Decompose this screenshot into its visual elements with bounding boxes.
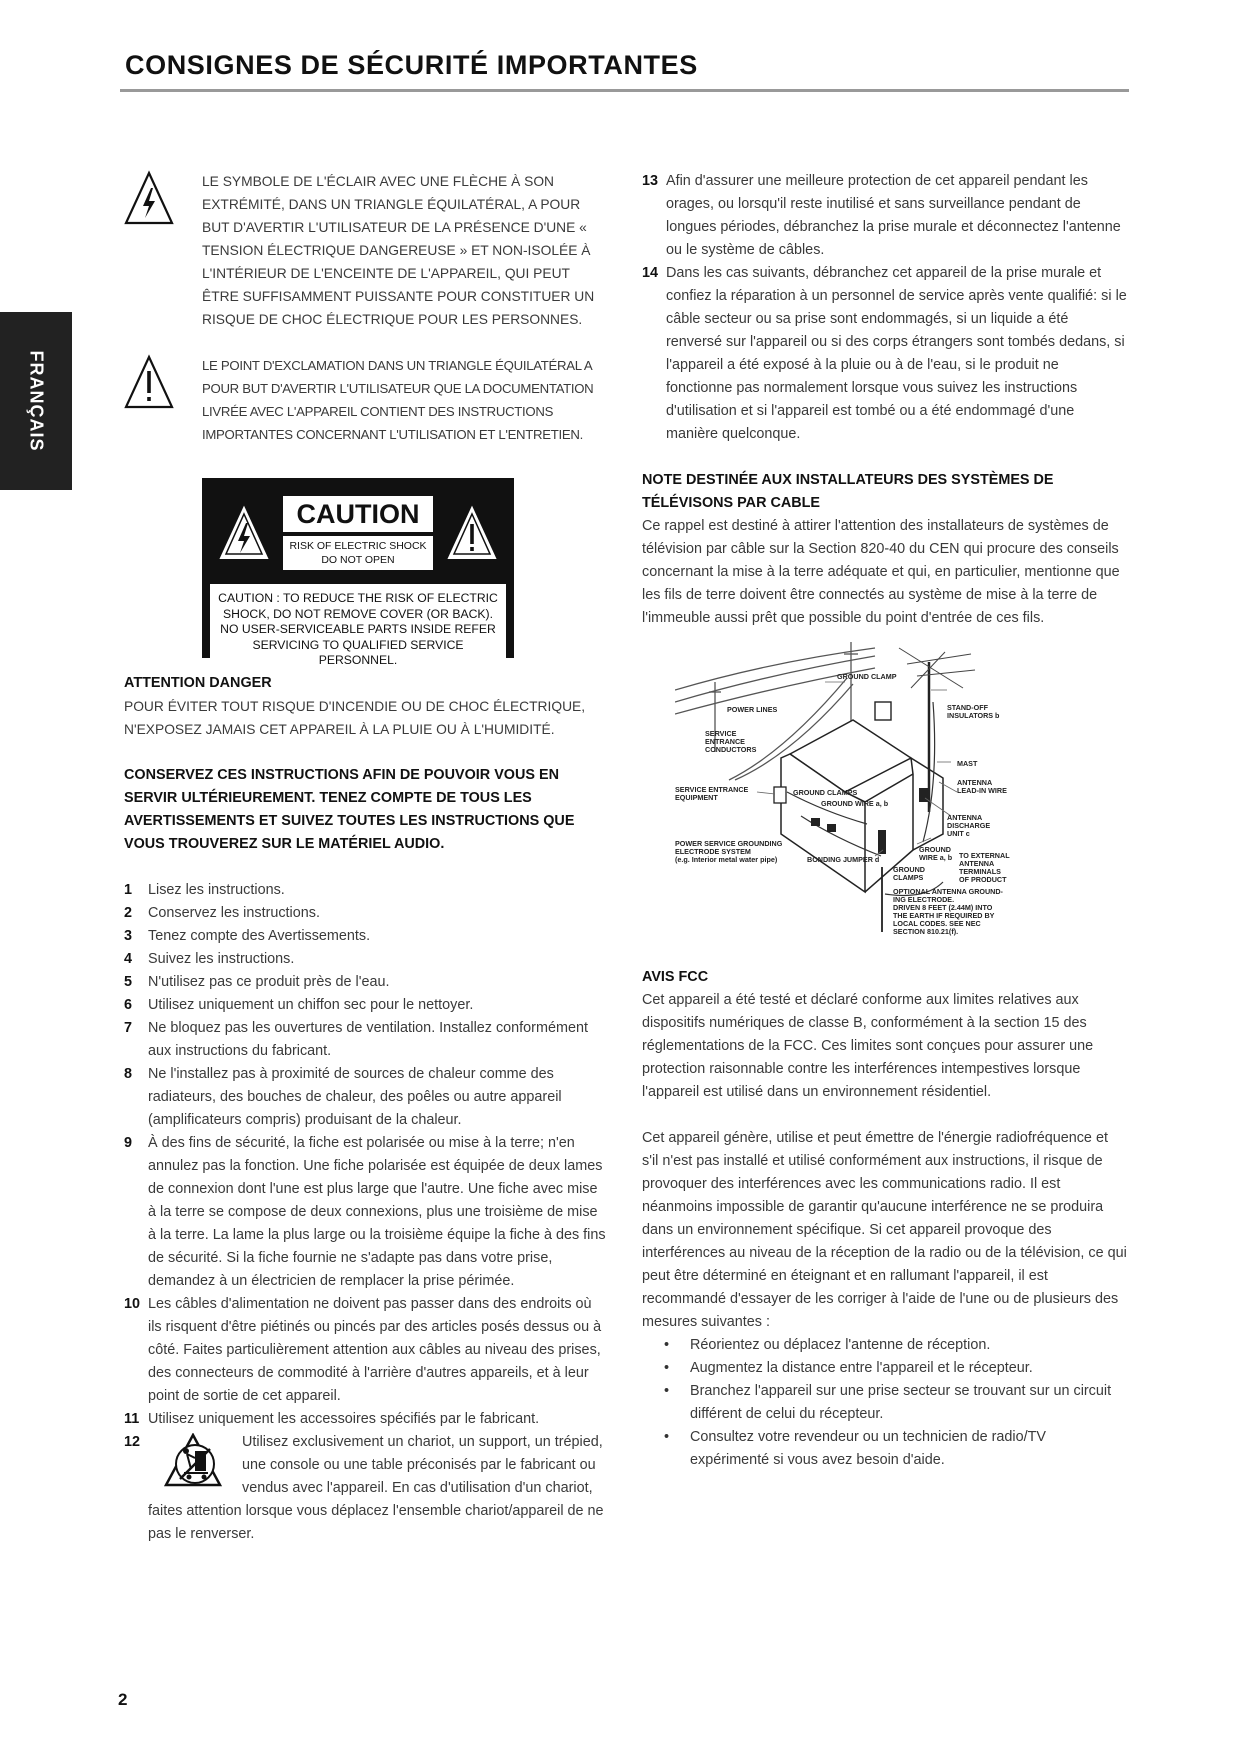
list-item: • Augmentez la distance entre l'appareil et le récepteur. — [658, 1357, 1127, 1380]
lightning-symbol-block — [124, 170, 609, 331]
cart-warning-icon — [164, 1433, 222, 1487]
instructions-list — [124, 879, 609, 1546]
list-item: • Réorientez ou déplacez l'antenne de réception. — [658, 1334, 1127, 1357]
svg-text:WIRE a, b: WIRE a, b — [919, 853, 953, 862]
left-column — [124, 170, 609, 1546]
exclamation-symbol-block — [124, 354, 609, 446]
svg-text:GROUND CLAMPS: GROUND CLAMPS — [793, 788, 858, 797]
list-item: 14 Dans les cas suivants, débranchez cet appareil de la prise murale et confiez la réparation à un personnel de service après vente qualifié: si le câble secteur ou sa prise sont endommagés, si un liquide a été renversé sur l'appareil ou si des corps étrangers sont tombés dedans, si l'appareil a été exposé à la pluie ou à de l'eau, si le produit ne fonctionne pas normalement lorsque vous suivez les instructions d'utilisation et si l'appareil est tombé ou a été endommagé d'une manière quelconque. — [642, 265, 1127, 442]
instructions-list-continued — [642, 170, 1127, 446]
list-item: 7 Ne bloquez pas les ouvertures de ventilation. Installez conformément aux instructions du fabricant. — [124, 1020, 588, 1059]
svg-text:SERVICE: SERVICE — [705, 729, 737, 738]
svg-text:ANTENNA: ANTENNA — [957, 778, 993, 787]
list-item: 11 Utilisez uniquement les accessoires spécifiés par le fabricant. — [124, 1411, 540, 1427]
fcc-measures-list — [642, 1334, 1127, 1472]
caution-lightning-icon — [218, 505, 270, 561]
svg-text:UNIT c: UNIT c — [947, 829, 970, 838]
svg-text:ING ELECTRODE.: ING ELECTRODE. — [893, 895, 955, 904]
keep-instructions-notice: CONSERVEZ CES INSTRUCTIONS AFIN DE POUVOIR VOUS EN SERVIR ULTÉRIEUREMENT. TENEZ COMPTE DE TOUS LES AVERTISSEMENTS ET SUIVEZ TOUTES LES INSTRUCTIONS QUE VOUS TROUVEREZ SUR LE MATÉRIEL AUDIO. — [124, 767, 575, 852]
exclamation-warning-icon — [124, 354, 174, 410]
catv-note-heading: NOTE DESTINÉE AUX INSTALLATEURS DES SYSTÈMES DE TÉLÉVISONS PAR CABLE — [642, 472, 1054, 511]
lightning-symbol-text: LE SYMBOLE DE L'ÉCLAIR AVEC UNE FLÈCHE À SON EXTRÉMITÉ, DANS UN TRIANGLE ÉQUILATÉRAL, A POUR BUT D'AVERTIR L'UTILISATEUR DE LA PRÉSENCE D'UNE « TENSION ÉLECTRIQUE DANGEREUSE » ET NON-ISOLÉE À L'INTÉRIEUR DE L'ENCEINTE DE L'APPAREIL, QUI PEUT ÊTRE SUFFISAMMENT PUISSANTE POUR CONSTITUER UN RISQUE DE CHOC ÉLECTRIQUE POUR LES PERSONNES. — [202, 174, 595, 327]
caution-subtitle: RISK OF ELECTRIC SHOCK DO NOT OPEN — [283, 536, 433, 570]
lightning-warning-icon — [124, 170, 174, 226]
svg-text:BONDING JUMPER d: BONDING JUMPER d — [807, 855, 880, 864]
list-item: 5 N'utilisez pas ce produit près de l'eau. — [124, 974, 390, 990]
fcc-paragraph-1: Cet appareil a été testé et déclaré conforme aux limites relatives aux dispositifs numériques de classe B, conformément à la section 15 des réglementations de la FCC. Ces limites sont conçues pour assurer une protection raisonnable contre les interférences intempestives lorsque l'appareil est utilisé dans un environnement résidentiel. — [642, 992, 1094, 1100]
language-tab — [0, 312, 72, 490]
svg-text:POWER LINES: POWER LINES — [727, 705, 778, 714]
caution-label — [202, 478, 514, 667]
list-item: 3 Tenez compte des Avertissements. — [124, 928, 371, 944]
svg-text:POWER SERVICE GROUNDING: POWER SERVICE GROUNDING — [675, 839, 783, 848]
caution-body: CAUTION : TO REDUCE THE RISK OF ELECTRIC SHOCK, DO NOT REMOVE COVER (OR BACK). NO USER-SERVICEABLE PARTS INSIDE REFER SERVICING TO QUALIFIED SERVICE PERSONNEL. — [210, 584, 506, 676]
title-rule — [120, 89, 1129, 92]
caution-exclamation-icon — [446, 505, 498, 561]
right-column — [642, 170, 1127, 1472]
language-tab-label: FRANÇAIS — [26, 350, 47, 452]
danger-text: POUR ÉVITER TOUT RISQUE D'INCENDIE OU DE CHOC ÉLECTRIQUE, N'EXPOSEZ JAMAIS CET APPAREIL À LA PLUIE OU À L'HUMIDITÉ. — [124, 699, 586, 737]
fcc-block — [642, 966, 1127, 1472]
svg-text:GROUND: GROUND — [893, 865, 925, 874]
svg-text:ANTENNA: ANTENNA — [959, 859, 995, 868]
list-item: • Consultez votre revendeur ou un technicien de radio/TV expérimenté si vous avez besoin d'aide. — [658, 1426, 1127, 1472]
list-item: 13 Afin d'assurer une meilleure protection de cet appareil pendant les orages, ou lorsqu'il reste inutilisé et sans surveillance pendant de longues périodes, débranchez la prise murale et déconnectez l'antenne ou le système de câbles. — [642, 173, 1121, 258]
svg-text:(e.g. Interior metal water pip: (e.g. Interior metal water pipe) — [675, 855, 778, 864]
svg-text:DRIVEN 8 FEET (2.44M) INTO: DRIVEN 8 FEET (2.44M) INTO — [893, 903, 993, 912]
svg-text:GROUND CLAMP: GROUND CLAMP — [837, 672, 897, 681]
svg-text:SERVICE ENTRANCE: SERVICE ENTRANCE — [675, 785, 749, 794]
danger-block — [124, 672, 609, 741]
fcc-heading: AVIS FCC — [642, 969, 709, 985]
list-item: • Branchez l'appareil sur une prise secteur se trouvant sur un circuit différent de celui du récepteur. — [658, 1380, 1127, 1426]
svg-text:MAST: MAST — [957, 759, 978, 768]
exclamation-symbol-text: LE POINT D'EXCLAMATION DANS UN TRIANGLE ÉQUILATÉRAL A POUR BUT D'AVERTIR L'UTILISATEUR QUE LA DOCUMENTATION LIVRÉE AVEC L'APPAREIL CONTIENT DES INSTRUCTIONS IMPORTANTES CONCERNANT L'UTILISATION ET L'ENTRETIEN. — [202, 358, 594, 442]
caution-title: CAUTION — [283, 496, 433, 532]
svg-text:TO EXTERNAL: TO EXTERNAL — [959, 851, 1010, 860]
page-number: 2 — [118, 1690, 128, 1709]
svg-text:STAND-OFF: STAND-OFF — [947, 703, 988, 712]
svg-text:GROUND WIRE a, b: GROUND WIRE a, b — [821, 799, 889, 808]
svg-text:THE EARTH IF REQUIRED BY: THE EARTH IF REQUIRED BY — [893, 911, 995, 920]
catv-note-text: Ce rappel est destiné à attirer l'attention des installateurs de systèmes de télévision par câble sur la Section 820-40 du CEN qui procure des conseils concernant la mise à la terre adéquate et qui, en particulier, mentionne que les fils de terre doivent être connectés au système de mise à la terre de l'immeuble aussi prêt que possible du point d'entrée de ces fils. — [642, 518, 1120, 626]
svg-text:CONDUCTORS: CONDUCTORS — [705, 745, 757, 754]
svg-text:ANTENNA: ANTENNA — [947, 813, 983, 822]
svg-text:EQUIPMENT: EQUIPMENT — [675, 793, 718, 802]
antenna-grounding-diagram — [675, 642, 1045, 962]
catv-note-block — [642, 469, 1127, 630]
svg-text:DISCHARGE: DISCHARGE — [947, 821, 991, 830]
svg-text:LEAD-IN WIRE: LEAD-IN WIRE — [957, 786, 1007, 795]
list-item: 8 Ne l'installez pas à proximité de sources de chaleur comme des radiateurs, des bouches de chaleur, des poêles ou autre appareil (amplificateurs compris) produisant de la chaleur. — [124, 1066, 562, 1128]
svg-text:CLAMPS: CLAMPS — [893, 873, 924, 882]
list-item: 10 Les câbles d'alimentation ne doivent pas passer dans des endroits où ils risquent d'être piétinés ou pincés par des articles posés dessus ou à côté. Faites particulièrement attention aux câbles au niveau des prises, des connecteurs de commodité à l'arrière d'autres appareils, et à leur point de sortie de cet appareil. — [124, 1296, 602, 1404]
list-item: 1 Lisez les instructions. — [124, 882, 285, 898]
list-item: 2 Conservez les instructions. — [124, 905, 320, 921]
svg-text:TERMINALS: TERMINALS — [959, 867, 1001, 876]
page-title: CONSIGNES DE SÉCURITÉ IMPORTANTES — [125, 50, 698, 80]
svg-text:ELECTRODE SYSTEM: ELECTRODE SYSTEM — [675, 847, 751, 856]
fcc-paragraph-2: Cet appareil génère, utilise et peut émettre de l'énergie radiofréquence et s'il n'est pas installé et utilisé conformément aux instructions, il risque de provoquer des interférences avec les communications radio. Il est néanmoins impossible de garantir qu'aucune interférence ne se produira dans un environnement spécifique. Si cet appareil provoque des interférences au niveau de la réception de la radio ou de la télévision, ce qui peut être déterminé en éteignant et en rallumant l'appareil, il est recommandé d'essayer de les corriger à l'aide de l'une ou de plusieurs des mesures suivantes : — [642, 1130, 1127, 1330]
svg-text:OF PRODUCT: OF PRODUCT — [959, 875, 1007, 884]
list-item: 12 Utilisez exclusivement un chariot, un support, un trépied, une console ou une table préconisés par le fabricant ou vendus avec l'appareil. En cas d'utilisation d'un chariot, faites attention lorsque vous déplacez l'ensemble chariot/appareil de ne pas le renverser. — [124, 1434, 604, 1542]
svg-text:GROUND: GROUND — [919, 845, 951, 854]
svg-text:ENTRANCE: ENTRANCE — [705, 737, 745, 746]
list-item: 9 À des fins de sécurité, la fiche est polarisée ou mise à la terre; n'en annulez pas la fonction. Une fiche polarisée est équipée de deux lames de connexion dont l'une est plus large que l'autre. Une fiche avec mise à la terre se compose de deux connexions, plus une troisième de mise à la terre. La lame la plus large ou la troisième équipe la fiche à des fins de sécurité. Si la fiche fournie ne s'adapte pas dans votre prise, demandez à un électricien de remplacer la prise périmée. — [124, 1135, 606, 1289]
svg-text:INSULATORS b: INSULATORS b — [947, 711, 1000, 720]
svg-text:SECTION 810.21(f).: SECTION 810.21(f). — [893, 927, 959, 936]
list-item: 6 Utilisez uniquement un chiffon sec pour le nettoyer. — [124, 997, 474, 1013]
danger-heading: ATTENTION DANGER — [124, 675, 272, 691]
svg-text:OPTIONAL ANTENNA GROUND-: OPTIONAL ANTENNA GROUND- — [893, 887, 1003, 896]
svg-text:LOCAL CODES. SEE NEC: LOCAL CODES. SEE NEC — [893, 919, 981, 928]
list-item: 4 Suivez les instructions. — [124, 951, 295, 967]
